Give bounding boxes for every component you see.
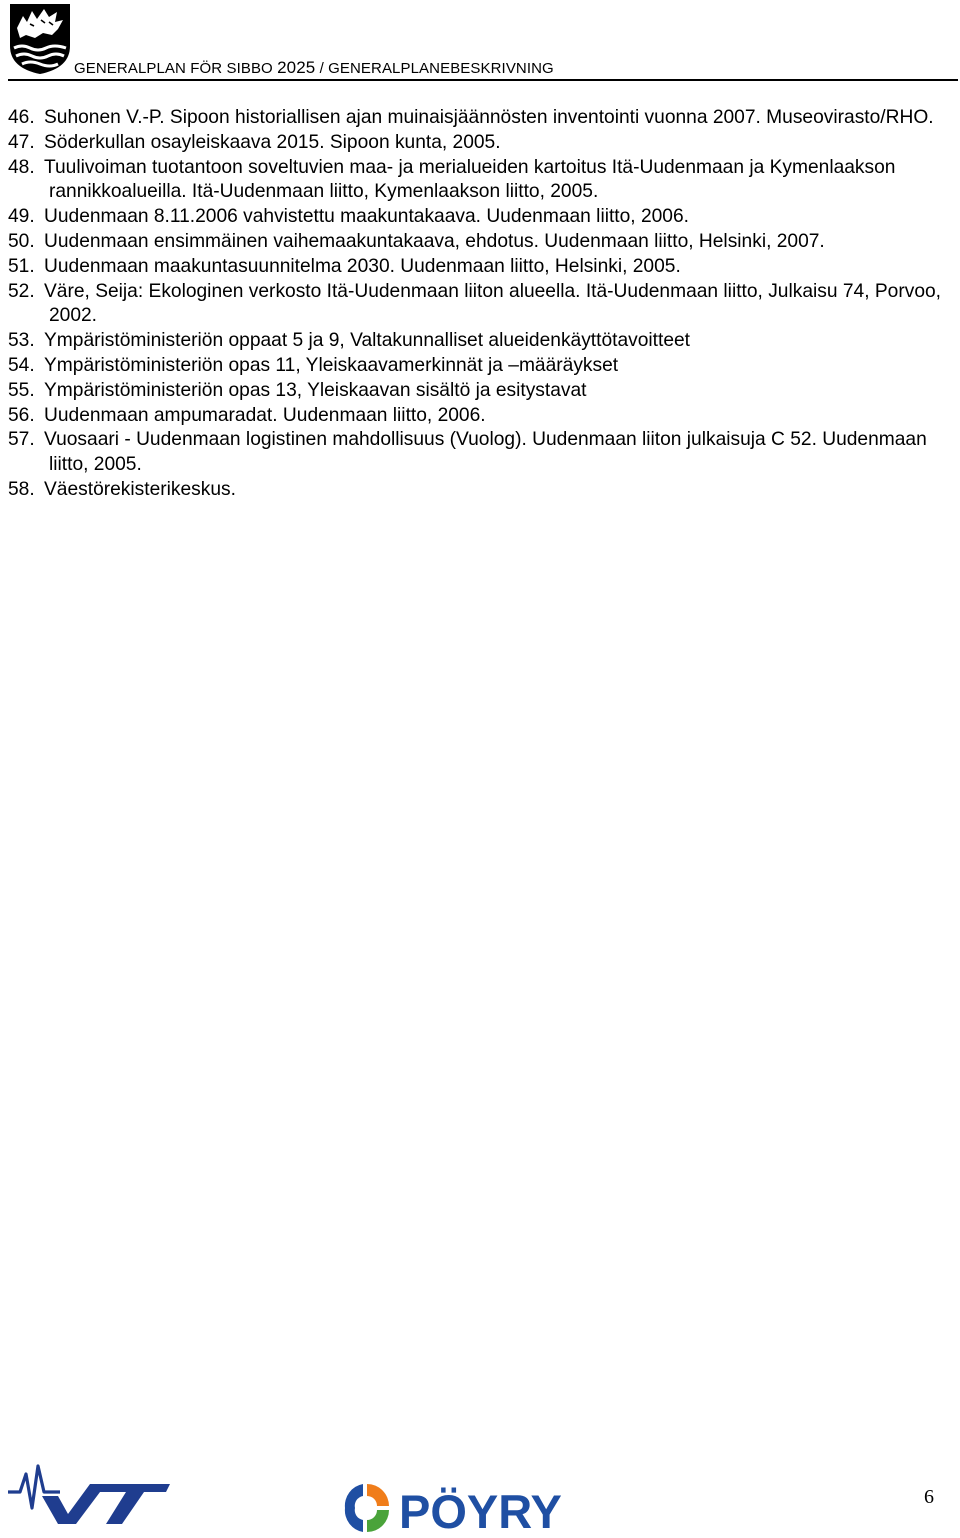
reference-item: 46. Suhonen V.-P. Sipoon historiallisen ajan muinaisjäännösten inventointi vuonna 2007. Museovirasto/RHO. [8,107,934,128]
vtt-logo-text: VTT [6,1462,10,1463]
sibbo-crest-logo [8,2,72,76]
reference-item: 53. Ympäristöministeriön oppaat 5 ja 9, Valtakunnalliset alueidenkäyttötavoitteet [8,330,691,352]
poyry-logo-text: PÖYRY [399,1485,562,1536]
reference-item: 52. Väre, Seija: Ekologinen verkosto Itä-Uudenmaan liiton alueella. Itä-Uudenmaan liitto, Julkaisu 74, Porvoo, 2002. [8,280,941,327]
reference-item: 51. Uudenmaan maakuntasuunnitelma 2030. Uudenmaan liitto, Helsinki, 2005. [8,255,681,277]
page-number: 6 [924,1486,934,1508]
reference-item: 54. Ympäristöministeriön opas 11, Yleiskaavamerkinnät ja –määräykset [8,354,619,376]
document-title: GENERALPLAN FÖR SIBBO 2025 / GENERALPLANEBESKRIVNING [74,58,554,77]
reference-item: 56. Uudenmaan ampumaradat. Uudenmaan liitto, 2006. [8,404,486,426]
reference-item: 55. Ympäristöministeriön opas 13, Yleiskaavan sisältö ja esitystavat [8,379,587,401]
page-header [0,0,960,82]
vtt-logo [6,1462,170,1526]
reference-item: 58. Väestörekisterikeskus. [8,478,236,500]
header-divider [8,79,958,81]
reference-item: 57. Vuosaari - Uudenmaan logistinen mahdollisuus (Vuolog). Uudenmaan liiton julkaisuja C 52. Uudenmaan liitto, 2005. [8,429,927,476]
reference-item: 50. Uudenmaan ensimmäinen vaihemaakuntakaava, ehdotus. Uudenmaan liitto, Helsinki, 2007. [8,230,825,252]
reference-item: 49. Uudenmaan 8.11.2006 vahvistettu maakuntakaava. Uudenmaan liitto, 2006. [8,206,689,228]
reference-item: 47. Söderkullan osayleiskaava 2015. Sipoon kunta, 2005. [8,131,501,153]
poyry-logo [343,1480,603,1536]
reference-list [8,106,953,503]
reference-item: 48. Tuulivoiman tuotantoon soveltuvien maa- ja merialueiden kartoitus Itä-Uudenmaan ja Kymenlaakson rannikkoalueilla. Itä-Uudenmaan liitto, Kymenlaakson liitto, 2005. [8,156,896,203]
